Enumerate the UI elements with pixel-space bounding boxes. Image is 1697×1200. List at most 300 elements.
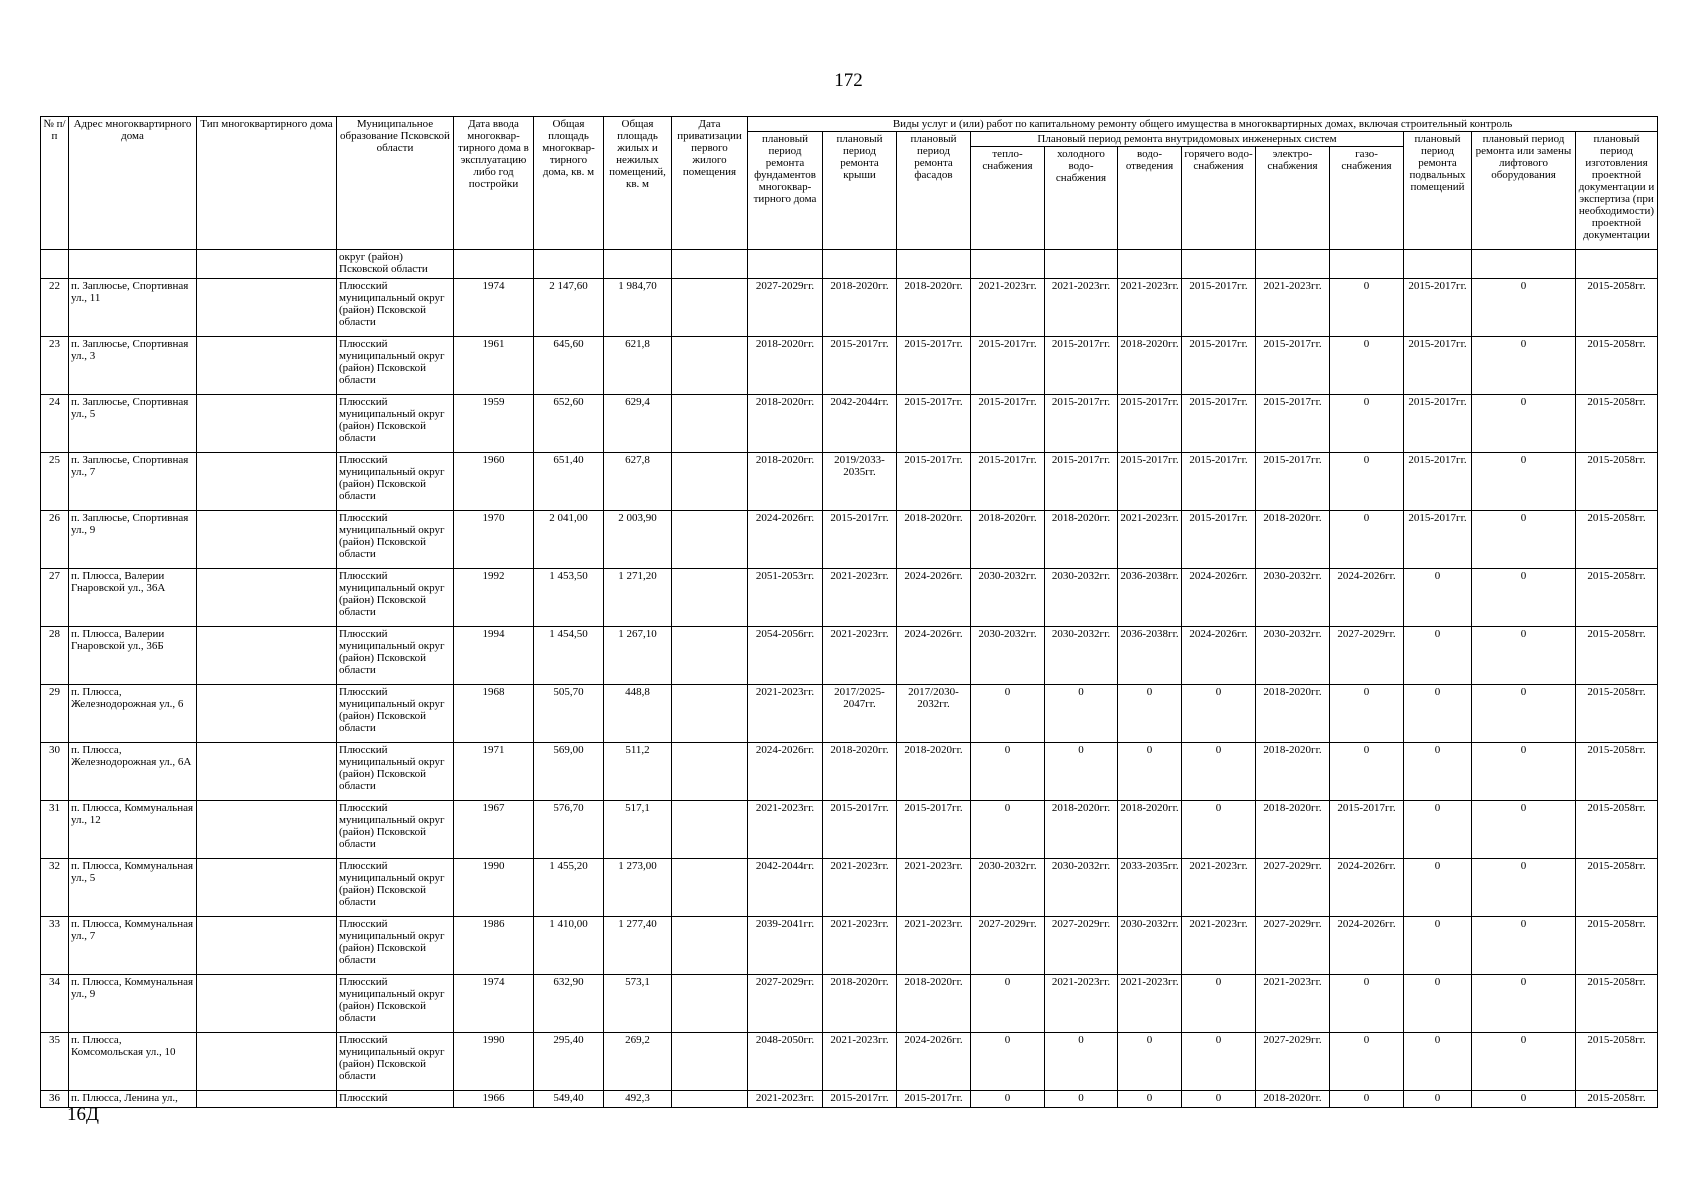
cell-elevator: 0	[1472, 801, 1576, 859]
cell-type	[197, 453, 337, 511]
cell-municipality: Плюсский муниципальный округ (район) Псковской области	[337, 917, 454, 975]
cell-heat: 0	[971, 975, 1045, 1033]
cell-foundation: 2018-2020гг.	[748, 453, 823, 511]
cell-total-area: 1 454,50	[534, 627, 604, 685]
cell-roof: 2017/2025-2047гг.	[823, 685, 897, 743]
cell-num: 25	[41, 453, 69, 511]
cell-sewer: 0	[1118, 743, 1182, 801]
cell-gas: 0	[1330, 453, 1404, 511]
cell-year: 1974	[454, 279, 534, 337]
cell-total-area: 295,40	[534, 1033, 604, 1091]
header-total-area: Общая площадь многоквар-тирного дома, кв. м	[534, 117, 604, 250]
cell-type	[197, 395, 337, 453]
cell-privatization	[672, 743, 748, 801]
cell-hot-water: 2024-2026гг.	[1182, 627, 1256, 685]
cell-gas: 0	[1330, 279, 1404, 337]
cell-num: 26	[41, 511, 69, 569]
cell-basement: 0	[1404, 1091, 1472, 1108]
cell-facade: 2015-2017гг.	[897, 337, 971, 395]
cell-foundation: 2039-2041гг.	[748, 917, 823, 975]
cell-hot-water: 0	[1182, 685, 1256, 743]
header-systems-group: Плановый период ремонта внутридомовых инженерных систем	[971, 132, 1404, 147]
cell-design: 2015-2058гг.	[1576, 743, 1658, 801]
cell-foundation: 2021-2023гг.	[748, 685, 823, 743]
cell-gas: 2027-2029гг.	[1330, 627, 1404, 685]
cell-foundation: 2051-2053гг.	[748, 569, 823, 627]
cell-total-area: 549,40	[534, 1091, 604, 1108]
cell-municipality: Плюсский муниципальный округ (район) Псковской области	[337, 685, 454, 743]
header-foundation: плановый период ремонта фундаментов многоквар-тирного дома	[748, 132, 823, 250]
cell-foundation: 2027-2029гг.	[748, 975, 823, 1033]
cell-facade: 2018-2020гг.	[897, 511, 971, 569]
cell-total-area: 645,60	[534, 337, 604, 395]
cell-num: 30	[41, 743, 69, 801]
cell-facade: 2018-2020гг.	[897, 279, 971, 337]
cell-total-area: 652,60	[534, 395, 604, 453]
table-row	[41, 1091, 1658, 1108]
cell-cold-water: 2018-2020гг.	[1045, 511, 1118, 569]
cell-design: 2015-2058гг.	[1576, 975, 1658, 1033]
cell-address: п. Заплюсье, Спортивная ул., 9	[69, 511, 197, 569]
cell-foundation: 2027-2029гг.	[748, 279, 823, 337]
cell-electric: 2030-2032гг.	[1256, 569, 1330, 627]
cell-address: п. Плюсса, Коммунальная ул., 9	[69, 975, 197, 1033]
cell-sewer: 0	[1118, 685, 1182, 743]
cell-hot-water: 0	[1182, 743, 1256, 801]
cell-roof: 2018-2020гг.	[823, 743, 897, 801]
table-row	[41, 859, 1658, 917]
cell-municipality: Плюсский	[337, 1091, 454, 1108]
cell-basement: 0	[1404, 1033, 1472, 1091]
cell-num: 23	[41, 337, 69, 395]
cell-municipality: Плюсский муниципальный округ (район) Псковской области	[337, 569, 454, 627]
cell-municipality: Плюсский муниципальный округ (район) Псковской области	[337, 743, 454, 801]
cell-num: 36	[41, 1091, 69, 1108]
cell-privatization	[672, 859, 748, 917]
cell-num: 29	[41, 685, 69, 743]
cell-living-area: 448,8	[604, 685, 672, 743]
cell-gas: 0	[1330, 337, 1404, 395]
cell-heat: 2027-2029гг.	[971, 917, 1045, 975]
cell-elevator: 0	[1472, 859, 1576, 917]
cell-facade: 2024-2026гг.	[897, 569, 971, 627]
cell-foundation: 2024-2026гг.	[748, 511, 823, 569]
cell-municipality: Плюсский муниципальный округ (район) Псковской области	[337, 859, 454, 917]
header-sewer: водо-отведения	[1118, 147, 1182, 250]
cell-roof: 2015-2017гг.	[823, 511, 897, 569]
cell-living-area: 573,1	[604, 975, 672, 1033]
cell-address: п. Плюсса, Валерии Гнаровской ул., 36А	[69, 569, 197, 627]
header-address: Адрес многоквартирного дома	[69, 117, 197, 250]
cell-basement: 2015-2017гг.	[1404, 511, 1472, 569]
cell-roof: 2021-2023гг.	[823, 569, 897, 627]
cell-cold-water: 0	[1045, 685, 1118, 743]
cell-elevator: 0	[1472, 395, 1576, 453]
header-hot-water: горячего водо-снабжения	[1182, 147, 1256, 250]
cell-address: п. Плюсса, Коммунальная ул., 5	[69, 859, 197, 917]
cell-year: 1990	[454, 859, 534, 917]
cell-hot-water: 2015-2017гг.	[1182, 337, 1256, 395]
cell-electric: 2018-2020гг.	[1256, 1091, 1330, 1108]
cell-elevator: 0	[1472, 743, 1576, 801]
cell-design: 2015-2058гг.	[1576, 569, 1658, 627]
table-row	[41, 685, 1658, 743]
cell-type	[197, 627, 337, 685]
cell-sewer: 2018-2020гг.	[1118, 801, 1182, 859]
cell-cold-water: 2030-2032гг.	[1045, 627, 1118, 685]
cell-municipality: Плюсский муниципальный округ (район) Псковской области	[337, 801, 454, 859]
cell-heat: 2015-2017гг.	[971, 337, 1045, 395]
cell-living-area: 517,1	[604, 801, 672, 859]
header-privatization-date: Дата приватизации первого жилого помещения	[672, 117, 748, 250]
cell-cold-water: 2021-2023гг.	[1045, 975, 1118, 1033]
cell-electric: 2030-2032гг.	[1256, 627, 1330, 685]
cell-type	[197, 917, 337, 975]
cell-design: 2015-2058гг.	[1576, 1091, 1658, 1108]
cell-sewer: 2015-2017гг.	[1118, 395, 1182, 453]
cell-sewer: 0	[1118, 1091, 1182, 1108]
cell-gas: 0	[1330, 511, 1404, 569]
cell-total-area: 505,70	[534, 685, 604, 743]
table-header	[41, 117, 1658, 250]
cell-hot-water: 2024-2026гг.	[1182, 569, 1256, 627]
cell-electric: 2018-2020гг.	[1256, 685, 1330, 743]
cell-year: 1994	[454, 627, 534, 685]
cell-address: п. Плюсса, Комсомольская ул., 10	[69, 1033, 197, 1091]
cell-basement: 0	[1404, 859, 1472, 917]
cell-address: п. Плюсса, Железнодорожная ул., 6А	[69, 743, 197, 801]
cell-num: 32	[41, 859, 69, 917]
cell-gas: 0	[1330, 1091, 1404, 1108]
cell-num: 31	[41, 801, 69, 859]
cell-type	[197, 337, 337, 395]
cell-num: 24	[41, 395, 69, 453]
cell-gas: 0	[1330, 743, 1404, 801]
cell-basement: 0	[1404, 975, 1472, 1033]
cell-privatization	[672, 685, 748, 743]
table-row	[41, 1033, 1658, 1091]
cell-address: п. Заплюсье, Спортивная ул., 11	[69, 279, 197, 337]
cell-basement: 0	[1404, 685, 1472, 743]
cell-type	[197, 569, 337, 627]
cell-living-area: 492,3	[604, 1091, 672, 1108]
header-commission-date: Дата ввода многоквар-тирного дома в эксплуатацию либо год постройки	[454, 117, 534, 250]
cell-heat: 2015-2017гг.	[971, 395, 1045, 453]
cell-elevator: 0	[1472, 569, 1576, 627]
cell-year: 1968	[454, 685, 534, 743]
cell-type	[197, 743, 337, 801]
cell-num: 27	[41, 569, 69, 627]
cell-design: 2015-2058гг.	[1576, 511, 1658, 569]
cell-living-area: 629,4	[604, 395, 672, 453]
table-row	[41, 569, 1658, 627]
cell-roof: 2018-2020гг.	[823, 975, 897, 1033]
cell-municipality: Плюсский муниципальный округ (район) Псковской области	[337, 1033, 454, 1091]
cell-gas: 0	[1330, 975, 1404, 1033]
cell-address: п. Заплюсье, Спортивная ул., 5	[69, 395, 197, 453]
cell-electric: 2018-2020гг.	[1256, 743, 1330, 801]
cell-basement: 2015-2017гг.	[1404, 453, 1472, 511]
cell-sewer: 2015-2017гг.	[1118, 453, 1182, 511]
cell-address: п. Заплюсье, Спортивная ул., 7	[69, 453, 197, 511]
cell-facade: 2017/2030-2032гг.	[897, 685, 971, 743]
header-works-group: Виды услуг и (или) работ по капитальному ремонту общего имущества в многоквартирных домах, включая строительный контроль	[748, 117, 1658, 132]
cell-foundation: 2018-2020гг.	[748, 395, 823, 453]
cell-gas: 0	[1330, 685, 1404, 743]
cell-foundation: 2021-2023гг.	[748, 801, 823, 859]
cell-type	[197, 975, 337, 1033]
cell-privatization	[672, 801, 748, 859]
cell-sewer: 2021-2023гг.	[1118, 279, 1182, 337]
cell-heat: 2030-2032гг.	[971, 569, 1045, 627]
cell-address: п. Плюсса, Ленина ул.,	[69, 1091, 197, 1108]
cell-roof: 2042-2044гг.	[823, 395, 897, 453]
cell-type	[197, 511, 337, 569]
table-body	[41, 250, 1658, 1108]
table-row	[41, 395, 1658, 453]
cell-year: 1992	[454, 569, 534, 627]
cell-type	[197, 1091, 337, 1108]
header-elevator: плановый период ремонта или замены лифтового оборудования	[1472, 132, 1576, 250]
header-num: № п/п	[41, 117, 69, 250]
cell-basement: 0	[1404, 569, 1472, 627]
header-basement: плановый период ремонта подвальных помещений	[1404, 132, 1472, 250]
table-row	[41, 917, 1658, 975]
cell-hot-water: 2015-2017гг.	[1182, 511, 1256, 569]
cell-sewer: 0	[1118, 1033, 1182, 1091]
cell-living-area: 627,8	[604, 453, 672, 511]
cell-facade: 2018-2020гг.	[897, 743, 971, 801]
cell-address: п. Плюсса, Коммунальная ул., 12	[69, 801, 197, 859]
cell-hot-water: 0	[1182, 801, 1256, 859]
header-design: плановый период изготовления проектной документации и экспертиза (при необходимости) проектной документации	[1576, 132, 1658, 250]
cell-cold-water: 2015-2017гг.	[1045, 395, 1118, 453]
cell-roof: 2021-2023гг.	[823, 1033, 897, 1091]
cell-elevator: 0	[1472, 917, 1576, 975]
cell-basement: 0	[1404, 627, 1472, 685]
cell-cold-water: 2030-2032гг.	[1045, 859, 1118, 917]
cell-living-area: 269,2	[604, 1033, 672, 1091]
cell-basement: 2015-2017гг.	[1404, 337, 1472, 395]
cell-gas: 0	[1330, 1033, 1404, 1091]
cell-elevator: 0	[1472, 279, 1576, 337]
cell-total-area: 1 453,50	[534, 569, 604, 627]
cell-heat: 0	[971, 801, 1045, 859]
cell-type	[197, 801, 337, 859]
cell-municipality: Плюсский муниципальный округ (район) Псковской области	[337, 511, 454, 569]
cell-heat: 2021-2023гг.	[971, 279, 1045, 337]
cell-total-area: 2 041,00	[534, 511, 604, 569]
cell-cold-water: 2030-2032гг.	[1045, 569, 1118, 627]
cell-address: п. Плюсса, Железнодорожная ул., 6	[69, 685, 197, 743]
table-row	[41, 279, 1658, 337]
cell-year: 1960	[454, 453, 534, 511]
cell-cold-water: 2021-2023гг.	[1045, 279, 1118, 337]
cell-foundation: 2018-2020гг.	[748, 337, 823, 395]
table-row	[41, 511, 1658, 569]
cell-type	[197, 279, 337, 337]
cell-living-area: 621,8	[604, 337, 672, 395]
cell-gas: 2015-2017гг.	[1330, 801, 1404, 859]
cell-municipality: Плюсский муниципальный округ (район) Псковской области	[337, 337, 454, 395]
cell-hot-water: 2021-2023гг.	[1182, 859, 1256, 917]
cell-heat: 2015-2017гг.	[971, 453, 1045, 511]
cell-total-area: 1 455,20	[534, 859, 604, 917]
cell-electric: 2015-2017гг.	[1256, 395, 1330, 453]
cell-design: 2015-2058гг.	[1576, 337, 1658, 395]
cell-heat: 2030-2032гг.	[971, 859, 1045, 917]
cell-heat: 2030-2032гг.	[971, 627, 1045, 685]
cell-facade: 2015-2017гг.	[897, 1091, 971, 1108]
cell-address: п. Плюсса, Валерии Гнаровской ул., 36Б	[69, 627, 197, 685]
cell-basement: 2015-2017гг.	[1404, 279, 1472, 337]
cell-hot-water: 2015-2017гг.	[1182, 395, 1256, 453]
cell-num: 35	[41, 1033, 69, 1091]
cell-gas: 2024-2026гг.	[1330, 859, 1404, 917]
header-facade: плановый период ремонта фасадов	[897, 132, 971, 250]
cell-privatization	[672, 917, 748, 975]
cell-elevator: 0	[1472, 1091, 1576, 1108]
cell-roof: 2015-2017гг.	[823, 1091, 897, 1108]
cell-facade: 2015-2017гг.	[897, 395, 971, 453]
header-electric: электро-снабжения	[1256, 147, 1330, 250]
cell-year: 1974	[454, 975, 534, 1033]
cell-design: 2015-2058гг.	[1576, 395, 1658, 453]
cell-type	[197, 1033, 337, 1091]
cell-total-area: 651,40	[534, 453, 604, 511]
cell-basement: 0	[1404, 801, 1472, 859]
cell-roof: 2021-2023гг.	[823, 917, 897, 975]
cell-elevator: 0	[1472, 685, 1576, 743]
cell-electric: 2015-2017гг.	[1256, 453, 1330, 511]
cell-foundation: 2021-2023гг.	[748, 1091, 823, 1108]
cell-cold-water: 0	[1045, 1033, 1118, 1091]
cell-roof: 2015-2017гг.	[823, 337, 897, 395]
cell-living-area: 1 271,20	[604, 569, 672, 627]
cell-hot-water: 0	[1182, 1033, 1256, 1091]
cell-total-area: 1 410,00	[534, 917, 604, 975]
cell-year: 1959	[454, 395, 534, 453]
cell-year: 1971	[454, 743, 534, 801]
cell-sewer: 2036-2038гг.	[1118, 627, 1182, 685]
cell-gas: 0	[1330, 395, 1404, 453]
cell-cold-water: 0	[1045, 1091, 1118, 1108]
header-heat: тепло-снабжения	[971, 147, 1045, 250]
cell-privatization	[672, 569, 748, 627]
cell-cold-water: 2027-2029гг.	[1045, 917, 1118, 975]
cell-hot-water: 0	[1182, 1091, 1256, 1108]
cell-cold-water: 2015-2017гг.	[1045, 337, 1118, 395]
page-number: 172	[834, 70, 863, 91]
cell-roof: 2015-2017гг.	[823, 801, 897, 859]
cell-cold-water: 0	[1045, 743, 1118, 801]
cell-roof: 2019/2033-2035гг.	[823, 453, 897, 511]
cell-num: 33	[41, 917, 69, 975]
cell-total-area: 569,00	[534, 743, 604, 801]
cell-total-area: 576,70	[534, 801, 604, 859]
cell-electric: 2027-2029гг.	[1256, 859, 1330, 917]
header-gas: газо-снабжения	[1330, 147, 1404, 250]
cell-sewer: 2021-2023гг.	[1118, 511, 1182, 569]
cell-year: 1970	[454, 511, 534, 569]
cell-design: 2015-2058гг.	[1576, 1033, 1658, 1091]
cell-electric: 2027-2029гг.	[1256, 917, 1330, 975]
cell-facade: 2015-2017гг.	[897, 801, 971, 859]
cell-sewer: 2018-2020гг.	[1118, 337, 1182, 395]
cell-municipality: Плюсский муниципальный округ (район) Псковской области	[337, 453, 454, 511]
cell-heat: 0	[971, 1033, 1045, 1091]
cell-total-area: 2 147,60	[534, 279, 604, 337]
cell-electric: 2015-2017гг.	[1256, 337, 1330, 395]
cell-type	[197, 859, 337, 917]
cell-elevator: 0	[1472, 1033, 1576, 1091]
table-row-continuation	[41, 250, 1658, 279]
cell-foundation: 2054-2056гг.	[748, 627, 823, 685]
cell-facade: 2021-2023гг.	[897, 917, 971, 975]
cell-heat: 2018-2020гг.	[971, 511, 1045, 569]
continuation-municipality: округ (район) Псковской области	[337, 250, 454, 279]
cell-elevator: 0	[1472, 453, 1576, 511]
cell-facade: 2024-2026гг.	[897, 1033, 971, 1091]
cell-living-area: 2 003,90	[604, 511, 672, 569]
table-row	[41, 743, 1658, 801]
cell-municipality: Плюсский муниципальный округ (район) Псковской области	[337, 627, 454, 685]
cell-facade: 2018-2020гг.	[897, 975, 971, 1033]
cell-hot-water: 0	[1182, 975, 1256, 1033]
header-type: Тип многоквартирного дома	[197, 117, 337, 250]
header-roof: плановый период ремонта крыши	[823, 132, 897, 250]
cell-privatization	[672, 337, 748, 395]
header-living-area: Общая площадь жилых и нежилых помещений, кв. м	[604, 117, 672, 250]
cell-year: 1990	[454, 1033, 534, 1091]
cell-cold-water: 2018-2020гг.	[1045, 801, 1118, 859]
table-row	[41, 627, 1658, 685]
cell-design: 2015-2058гг.	[1576, 801, 1658, 859]
cell-municipality: Плюсский муниципальный округ (район) Псковской области	[337, 395, 454, 453]
cell-num: 34	[41, 975, 69, 1033]
cell-living-area: 1 984,70	[604, 279, 672, 337]
cell-gas: 2024-2026гг.	[1330, 917, 1404, 975]
cell-elevator: 0	[1472, 337, 1576, 395]
cell-facade: 2021-2023гг.	[897, 859, 971, 917]
cell-gas: 2024-2026гг.	[1330, 569, 1404, 627]
cell-electric: 2018-2020гг.	[1256, 801, 1330, 859]
cell-foundation: 2048-2050гг.	[748, 1033, 823, 1091]
cell-year: 1966	[454, 1091, 534, 1108]
cell-elevator: 0	[1472, 511, 1576, 569]
cell-privatization	[672, 627, 748, 685]
cell-year: 1967	[454, 801, 534, 859]
cell-foundation: 2024-2026гг.	[748, 743, 823, 801]
cell-living-area: 1 267,10	[604, 627, 672, 685]
cell-electric: 2027-2029гг.	[1256, 1033, 1330, 1091]
table-row	[41, 337, 1658, 395]
cell-sewer: 2033-2035гг.	[1118, 859, 1182, 917]
capital-repair-table	[40, 116, 1658, 1108]
cell-privatization	[672, 1091, 748, 1108]
cell-elevator: 0	[1472, 975, 1576, 1033]
cell-heat: 0	[971, 743, 1045, 801]
cell-design: 2015-2058гг.	[1576, 279, 1658, 337]
cell-address: п. Заплюсье, Спортивная ул., 3	[69, 337, 197, 395]
cell-design: 2015-2058гг.	[1576, 685, 1658, 743]
cell-privatization	[672, 975, 748, 1033]
table-row	[41, 975, 1658, 1033]
cell-roof: 2021-2023гг.	[823, 627, 897, 685]
table-row	[41, 453, 1658, 511]
cell-elevator: 0	[1472, 627, 1576, 685]
cell-electric: 2021-2023гг.	[1256, 975, 1330, 1033]
